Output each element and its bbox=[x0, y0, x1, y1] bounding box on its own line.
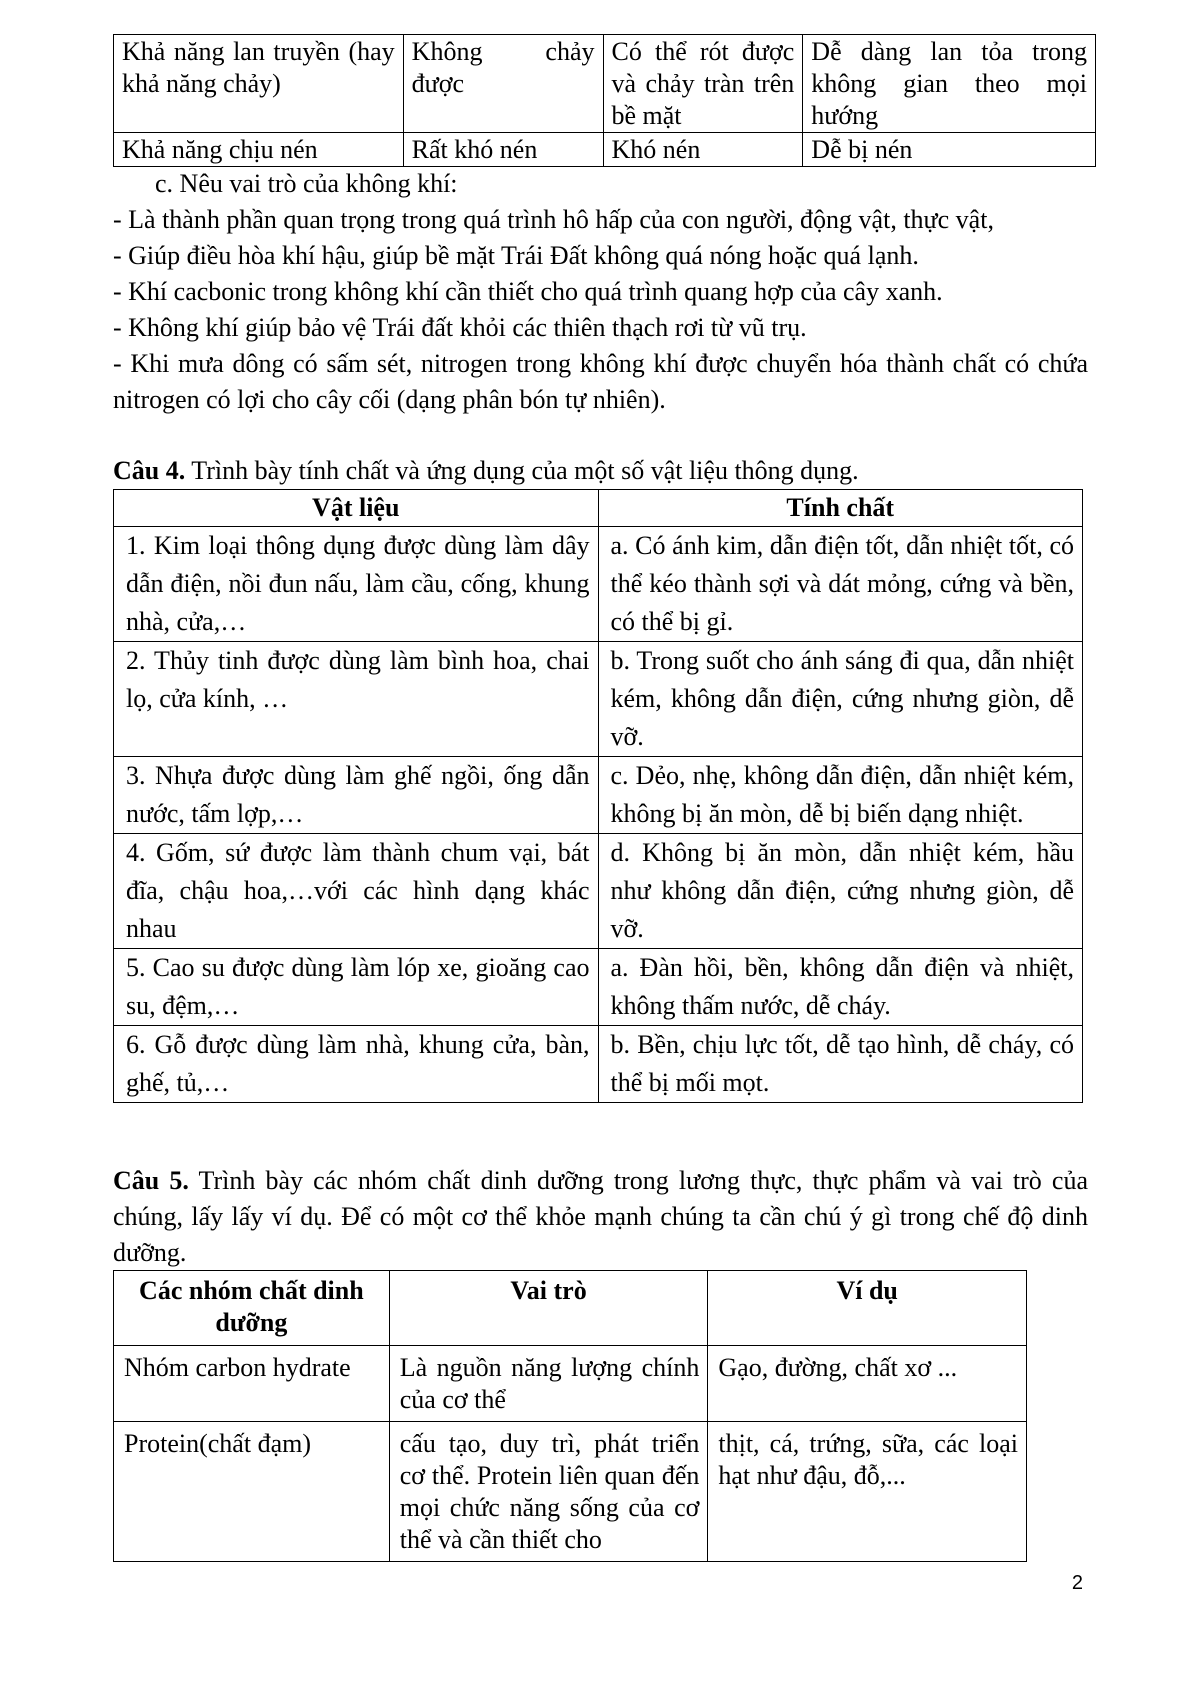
table-row bbox=[114, 834, 1083, 949]
question-label: Câu 5. bbox=[113, 1166, 189, 1195]
question-text: Trình bày tính chất và ứng dụng của một số vật liệu thông dụng. bbox=[185, 456, 859, 485]
table-cell: b. Bền, chịu lực tốt, dễ tạo hình, dễ cháy, có thể bị mối mọt. bbox=[598, 1026, 1083, 1103]
section-heading: c. Nêu vai trò của không khí: bbox=[155, 169, 458, 198]
question-label: Câu 4. bbox=[113, 456, 186, 485]
table-cell: Có thể rót được và chảy tràn trên bề mặt bbox=[603, 35, 803, 133]
column-header: Vật liệu bbox=[114, 490, 599, 527]
table-row bbox=[114, 757, 1083, 834]
column-header: Các nhóm chất dinh dưỡng bbox=[114, 1271, 390, 1346]
list-item: - Là thành phần quan trọng trong quá trình hô hấp của con người, động vật, thực vật, bbox=[113, 205, 994, 234]
list-item: - Không khí giúp bảo vệ Trái đất khỏi các thiên thạch rơi từ vũ trụ. bbox=[113, 313, 807, 342]
table-cell: 6. Gỗ được dùng làm nhà, khung cửa, bàn, ghế, tủ,… bbox=[114, 1026, 599, 1103]
table-cell: thịt, cá, trứng, sữa, các loại hạt như đậu, đỗ,... bbox=[708, 1422, 1027, 1562]
table-cell: Nhóm carbon hydrate bbox=[114, 1346, 390, 1422]
table-row bbox=[114, 1346, 1027, 1422]
table-cell: 5. Cao su được dùng làm lóp xe, gioăng cao su, đệm,… bbox=[114, 949, 599, 1026]
table-cell: Protein(chất đạm) bbox=[114, 1422, 390, 1562]
question-5-heading bbox=[113, 1163, 1088, 1271]
table-row bbox=[114, 949, 1083, 1026]
table-header-row bbox=[114, 490, 1083, 527]
table-cell: 1. Kim loại thông dụng được dùng làm dây dẫn điện, nồi đun nấu, làm cầu, cống, khung nhà, cửa,… bbox=[114, 527, 599, 642]
question-4-heading bbox=[113, 453, 1088, 489]
list-item: - Khí cacbonic trong không khí cần thiết cho quá trình quang hợp của cây xanh. bbox=[113, 277, 943, 306]
list-item: - Khi mưa dông có sấm sét, nitrogen trong không khí được chuyển hóa thành chất có chứa nitrogen có lợi cho cây cối (dạng phân bón tự nhiên). bbox=[113, 349, 1088, 414]
table-header-row bbox=[114, 1271, 1027, 1346]
table-row bbox=[114, 527, 1083, 642]
column-header: Vai trò bbox=[389, 1271, 708, 1346]
page-number: 2 bbox=[1071, 1572, 1083, 1594]
column-header: Tính chất bbox=[598, 490, 1083, 527]
list-item: - Giúp điều hòa khí hậu, giúp bề mặt Trái Đất không quá nóng hoặc quá lạnh. bbox=[113, 241, 919, 270]
table-cell: a. Đàn hồi, bền, không dẫn điện và nhiệt, không thấm nước, dễ cháy. bbox=[598, 949, 1083, 1026]
table-cell: Không chảy được bbox=[403, 35, 603, 133]
table-cell: Rất khó nén bbox=[403, 133, 603, 167]
table-row bbox=[114, 1422, 1027, 1562]
materials-table bbox=[113, 489, 1083, 1103]
states-of-matter-table bbox=[113, 34, 1096, 167]
table-cell: d. Không bị ăn mòn, dẫn nhiệt kém, hầu như không dẫn điện, cứng nhưng giòn, dễ vỡ. bbox=[598, 834, 1083, 949]
table-cell: Dễ dàng lan tỏa trong không gian theo mọi hướng bbox=[803, 35, 1096, 133]
air-role-section bbox=[113, 166, 1088, 418]
table-cell: Dễ bị nén bbox=[803, 133, 1096, 167]
column-header: Ví dụ bbox=[708, 1271, 1027, 1346]
table-cell: cấu tạo, duy trì, phát triển cơ thể. Protein liên quan đến mọi chức năng sống của cơ thể và cần thiết cho bbox=[389, 1422, 708, 1562]
question-text: Trình bày các nhóm chất dinh dưỡng trong lương thực, thực phẩm và vai trò của chúng, lấy lấy ví dụ. Để có một cơ thể khỏe mạnh chúng ta cần chú ý gì trong chế độ dinh dưỡng. bbox=[113, 1166, 1088, 1267]
table-row bbox=[114, 35, 1096, 133]
table-row bbox=[114, 1026, 1083, 1103]
table-cell: 4. Gốm, sứ được làm thành chum vại, bát đĩa, chậu hoa,…với các hình dạng khác nhau bbox=[114, 834, 599, 949]
table-cell: Khả năng lan truyền (hay khả năng chảy) bbox=[114, 35, 404, 133]
nutrition-table bbox=[113, 1270, 1027, 1562]
table-cell: Là nguồn năng lượng chính của cơ thể bbox=[389, 1346, 708, 1422]
table-cell: Khả năng chịu nén bbox=[114, 133, 404, 167]
table-cell: a. Có ánh kim, dẫn điện tốt, dẫn nhiệt tốt, có thể kéo thành sợi và dát mỏng, cứng và bền, có thể bị gỉ. bbox=[598, 527, 1083, 642]
table-row bbox=[114, 133, 1096, 167]
table-cell: 2. Thủy tinh được dùng làm bình hoa, chai lọ, cửa kính, … bbox=[114, 642, 599, 757]
table-row bbox=[114, 642, 1083, 757]
table-cell: c. Dẻo, nhẹ, không dẫn điện, dẫn nhiệt kém, không bị ăn mòn, dễ bị biến dạng nhiệt. bbox=[598, 757, 1083, 834]
table-cell: Khó nén bbox=[603, 133, 803, 167]
table-cell: b. Trong suốt cho ánh sáng đi qua, dẫn nhiệt kém, không dẫn điện, cứng nhưng giòn, dễ vỡ. bbox=[598, 642, 1083, 757]
table-cell: Gạo, đường, chất xơ ... bbox=[708, 1346, 1027, 1422]
table-cell: 3. Nhựa được dùng làm ghế ngồi, ống dẫn nước, tấm lợp,… bbox=[114, 757, 599, 834]
